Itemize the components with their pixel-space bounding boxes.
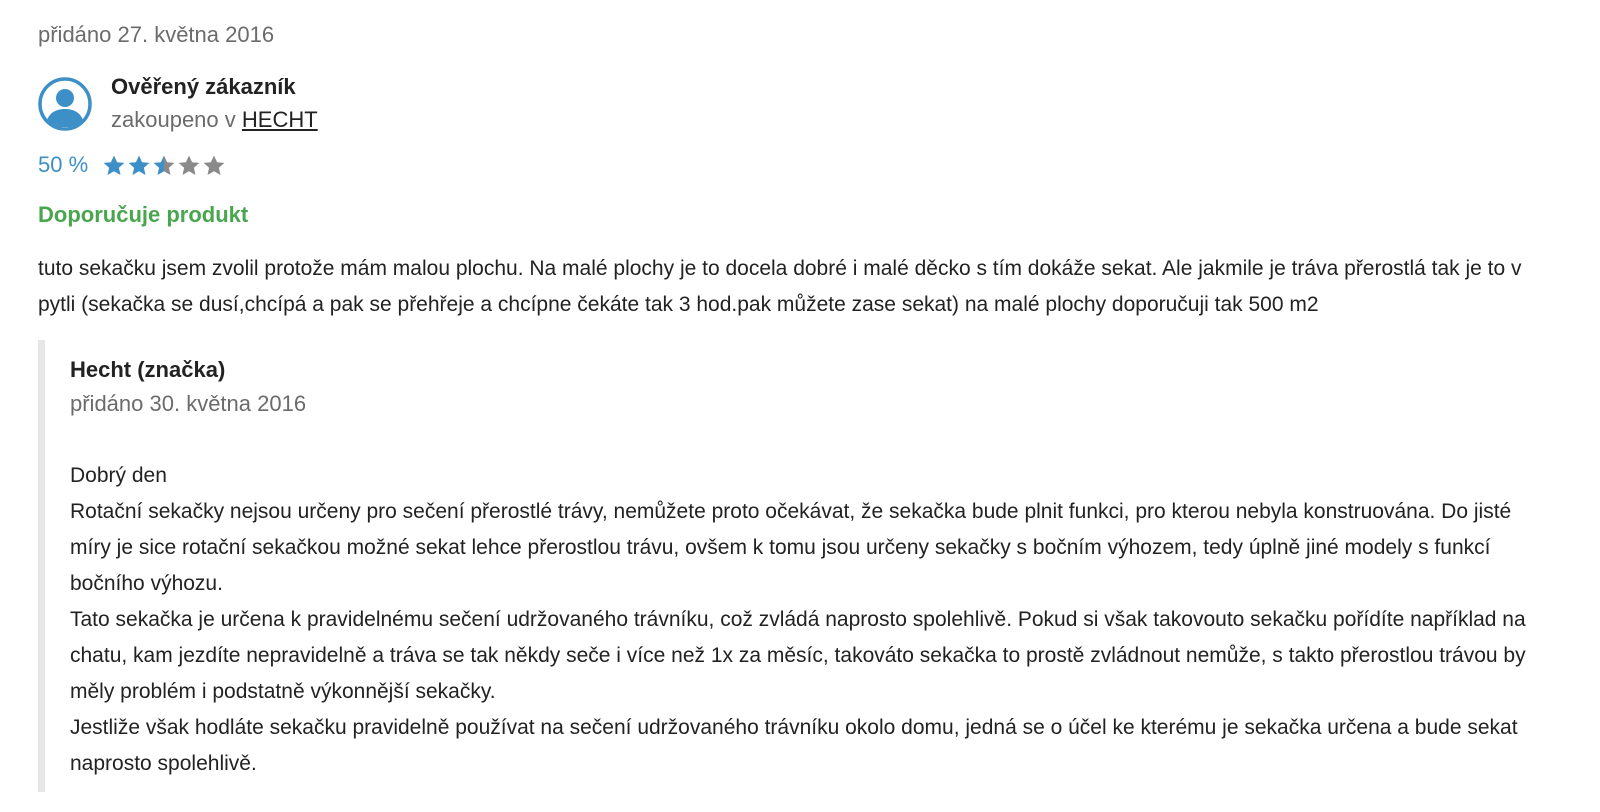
- star-icon: [202, 154, 226, 177]
- rating-stars: [102, 154, 227, 177]
- reply-paragraph: Tato sekačka je určena k pravidelnému sečení udržovaného trávníku, což zvládá naprosto spolehlivě. Pokud si však takovouto sekačku pořídíte například na chatu, kam jezdíte nepravidelně a tráva se tak někdy seče i více než 1x za měsíc, takováto sekačka to prostě zvládnout nemůže, s takto přerostlou trávou by měly problém i podstatně výkonnější sekačky.: [70, 608, 1526, 703]
- purchased-prefix: zakoupeno v: [111, 107, 236, 132]
- review-author: Ověřený zákazník: [111, 74, 296, 99]
- star-icon: [102, 154, 126, 177]
- reply-body: [70, 458, 1540, 782]
- purchased-info: [111, 105, 318, 135]
- reply-paragraph: Jestliže však hodláte sekačku pravidelně používat na sečení udržovaného trávníku okolo domu, jedná se o účel ke kterému je sekačka určena a bude sekat naprosto spolehlivě.: [70, 716, 1518, 775]
- recommends-label: Doporučuje produkt: [38, 202, 249, 227]
- star-icon: [152, 154, 176, 177]
- rating-percent: 50 %: [38, 152, 89, 177]
- reply-paragraph: Rotační sekačky nejsou určeny pro sečení přerostlé trávy, nemůžete proto očekávat, že sekačka bude plnit funkci, pro kterou nebyla konstruována. Do jisté míry je sice rotační sekačkou možné sekat lehce přerostlou trávu, ovšem k tomu jsou určeny sekačky s bočním výhozem, tedy úplně jiné modely s funkcí bočního výhozu.: [70, 500, 1512, 595]
- review-text: tuto sekačku jsem zvolil protože mám malou plochu. Na malé plochy je to docela dobré i malé děcko s tím dokáže sekat. Ale jakmile je tráva přerostlá tak je to v pytli (sekačka se dusí,chcípá a pak se přehřeje a chcípne čekáte tak 3 hod.pak můžete zase sekat) na malé plochy doporučuji tak 500 m2: [38, 257, 1522, 316]
- reply-date: přidáno 30. května 2016: [70, 391, 307, 416]
- rating: [38, 150, 227, 180]
- shop-link[interactable]: HECHT: [241, 107, 318, 132]
- review-date: přidáno 27. května 2016: [38, 22, 275, 47]
- star-icon: [127, 154, 151, 177]
- brand-reply: [38, 340, 1563, 792]
- reply-paragraph: Dobrý den: [70, 464, 167, 487]
- star-icon: [177, 154, 201, 177]
- reply-author: Hecht (značka): [70, 357, 226, 382]
- user-avatar-icon: [38, 77, 92, 131]
